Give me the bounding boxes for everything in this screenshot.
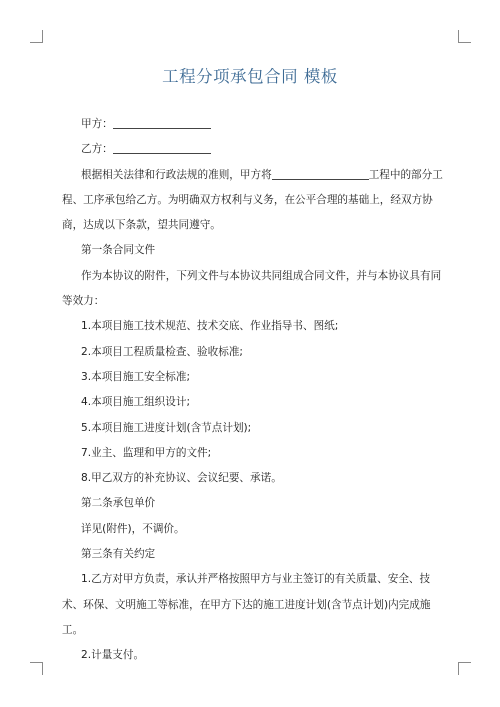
party-a-line <box>62 112 446 137</box>
article-1-item: 1.本项目施工技术规范、技术交底、作业指导书、图纸; <box>81 320 339 333</box>
crop-mark-bottom-left <box>30 662 43 675</box>
article-1-title: 第一条合同文件 <box>81 244 156 257</box>
article-3-title: 第三条有关约定 <box>81 548 156 561</box>
crop-mark-bottom-right <box>458 662 471 675</box>
project-name-blank <box>272 167 369 180</box>
article-1-item: 5.本项目施工进度计划(含节点计划); <box>81 421 252 434</box>
party-b-blank <box>113 141 211 154</box>
intro-paragraph <box>62 163 446 239</box>
crop-mark-top-right <box>458 30 471 43</box>
article-3-item: 1.乙方对甲方负责，承认并严格按照甲方与业主签订的有关质量、安全、技术、环保、文明施工等标准，在甲方下达的施工进度计划(含节点计划)内完成施工。 <box>62 573 431 636</box>
intro-text-1: 根据相关法律和行政法规的准则，甲方将 <box>81 168 272 181</box>
party-a-blank <box>113 116 211 129</box>
party-b-line <box>62 137 446 162</box>
article-1-item: 2.本项目工程质量检查、验收标准; <box>81 345 243 358</box>
article-2-title: 第二条承包单价 <box>81 497 156 510</box>
article-1-item: 7.业主、监理和甲方的文件; <box>81 446 212 459</box>
article-1-item: 4.本项目施工组织设计; <box>81 396 191 409</box>
article-1-item: 8.甲乙双方的补充协议、会议纪要、承诺。 <box>81 472 282 485</box>
document-body <box>62 112 446 669</box>
article-2-text: 详见(附件)，不调价。 <box>81 522 185 535</box>
document-title: 工程分项承包合同 模板 <box>162 67 338 86</box>
intro-text-2: 工程中的部分工程、工序承包给乙方。为明确双方权利与义务，在公平合理的基础上，经双方协商，达成以下条款，望共同遵守。 <box>62 168 443 232</box>
party-a-label: 甲方： <box>81 118 113 130</box>
article-1-intro: 作为本协议的附件，下列文件与本协议共同组成合同文件，并与本协议具有同等效力： <box>62 269 442 308</box>
article-1-item: 3.本项目施工安全标准; <box>81 370 191 383</box>
party-b-label: 乙方： <box>81 143 113 156</box>
article-3-item: 2.计量支付。 <box>81 649 145 662</box>
crop-mark-top-left <box>30 30 43 43</box>
